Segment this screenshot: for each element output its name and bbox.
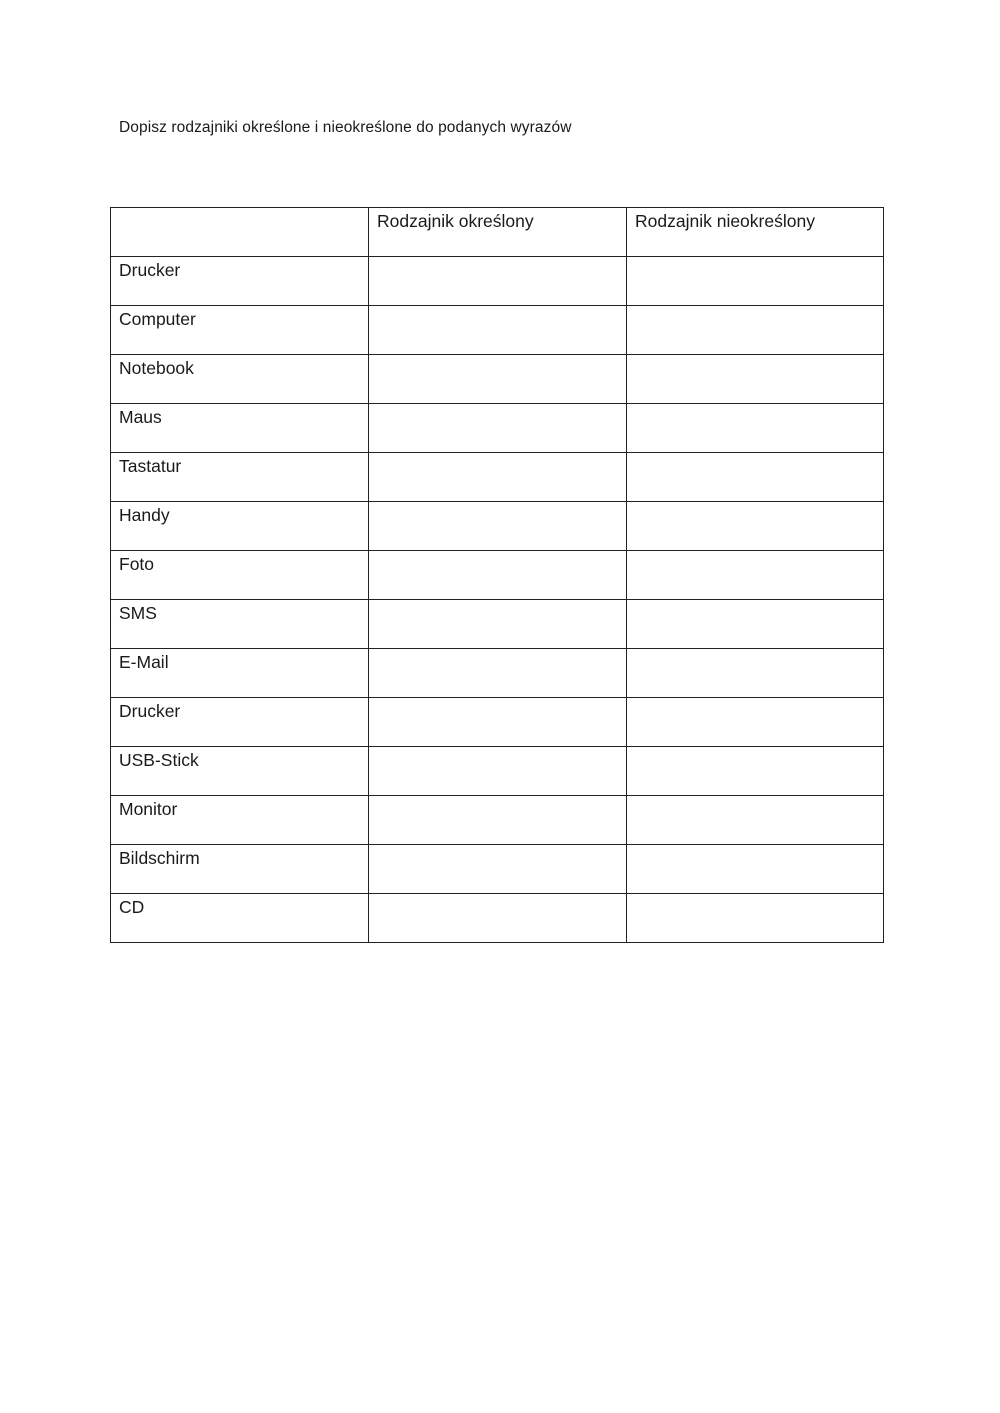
indefinite-article-cell[interactable] bbox=[627, 747, 884, 796]
word-cell: Notebook bbox=[111, 355, 369, 404]
table-row bbox=[111, 502, 884, 551]
word-cell: SMS bbox=[111, 600, 369, 649]
indefinite-article-cell[interactable] bbox=[627, 551, 884, 600]
header-cell-empty bbox=[111, 208, 369, 257]
definite-article-cell[interactable] bbox=[369, 453, 627, 502]
definite-article-cell[interactable] bbox=[369, 355, 627, 404]
table-row bbox=[111, 453, 884, 502]
word-cell: Drucker bbox=[111, 257, 369, 306]
word-cell: Bildschirm bbox=[111, 845, 369, 894]
word-cell: Monitor bbox=[111, 796, 369, 845]
indefinite-article-cell[interactable] bbox=[627, 796, 884, 845]
definite-article-cell[interactable] bbox=[369, 306, 627, 355]
word-cell: Foto bbox=[111, 551, 369, 600]
table-row bbox=[111, 551, 884, 600]
word-cell: Drucker bbox=[111, 698, 369, 747]
table-row bbox=[111, 698, 884, 747]
definite-article-cell[interactable] bbox=[369, 796, 627, 845]
definite-article-cell[interactable] bbox=[369, 698, 627, 747]
indefinite-article-cell[interactable] bbox=[627, 600, 884, 649]
word-cell: Computer bbox=[111, 306, 369, 355]
word-cell: E-Mail bbox=[111, 649, 369, 698]
table-row bbox=[111, 404, 884, 453]
header-cell-indefinite: Rodzajnik nieokreślony bbox=[627, 208, 884, 257]
indefinite-article-cell[interactable] bbox=[627, 698, 884, 747]
table-row bbox=[111, 257, 884, 306]
definite-article-cell[interactable] bbox=[369, 257, 627, 306]
table-row bbox=[111, 747, 884, 796]
indefinite-article-cell[interactable] bbox=[627, 502, 884, 551]
word-cell: Tastatur bbox=[111, 453, 369, 502]
table-row bbox=[111, 306, 884, 355]
definite-article-cell[interactable] bbox=[369, 551, 627, 600]
table-row bbox=[111, 796, 884, 845]
table-row bbox=[111, 600, 884, 649]
header-row bbox=[111, 208, 884, 257]
indefinite-article-cell[interactable] bbox=[627, 306, 884, 355]
definite-article-cell[interactable] bbox=[369, 649, 627, 698]
table-row bbox=[111, 649, 884, 698]
indefinite-article-cell[interactable] bbox=[627, 649, 884, 698]
definite-article-cell[interactable] bbox=[369, 502, 627, 551]
word-cell: Maus bbox=[111, 404, 369, 453]
indefinite-article-cell[interactable] bbox=[627, 453, 884, 502]
definite-article-cell[interactable] bbox=[369, 845, 627, 894]
indefinite-article-cell[interactable] bbox=[627, 257, 884, 306]
table-row bbox=[111, 845, 884, 894]
definite-article-cell[interactable] bbox=[369, 404, 627, 453]
word-cell: Handy bbox=[111, 502, 369, 551]
word-cell: CD bbox=[111, 894, 369, 943]
indefinite-article-cell[interactable] bbox=[627, 355, 884, 404]
word-cell: USB-Stick bbox=[111, 747, 369, 796]
articles-table bbox=[110, 207, 884, 943]
indefinite-article-cell[interactable] bbox=[627, 845, 884, 894]
definite-article-cell[interactable] bbox=[369, 894, 627, 943]
header-cell-definite: Rodzajnik określony bbox=[369, 208, 627, 257]
indefinite-article-cell[interactable] bbox=[627, 894, 884, 943]
table-row bbox=[111, 355, 884, 404]
table-row bbox=[111, 894, 884, 943]
definite-article-cell[interactable] bbox=[369, 747, 627, 796]
definite-article-cell[interactable] bbox=[369, 600, 627, 649]
instruction-text: Dopisz rodzajniki określone i nieokreślone do podanych wyrazów bbox=[119, 119, 572, 136]
indefinite-article-cell[interactable] bbox=[627, 404, 884, 453]
